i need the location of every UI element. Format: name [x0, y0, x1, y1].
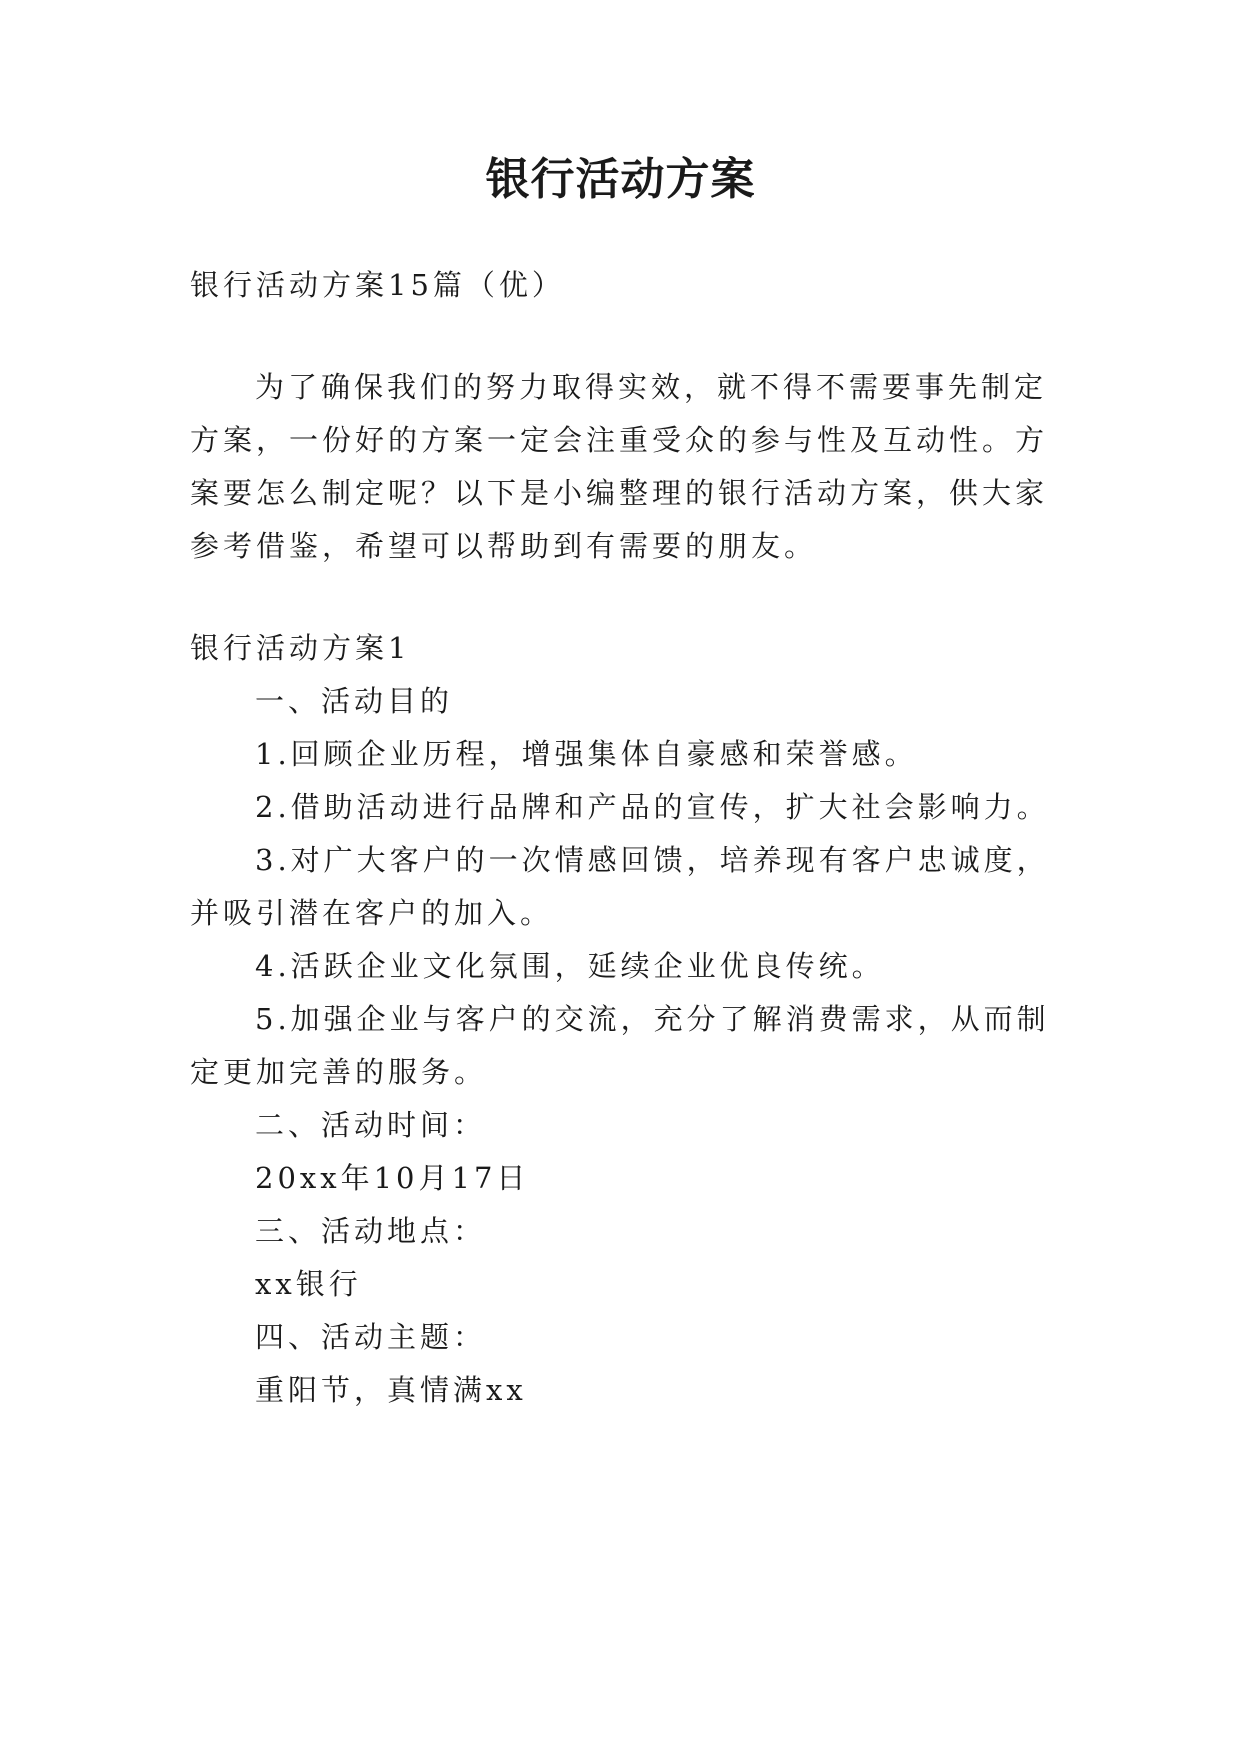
body-line-7: 5.加强企业与客户的交流，充分了解消费需求，从而制: [255, 1002, 1050, 1036]
body-line-5: 并吸引潜在客户的加入。: [190, 896, 554, 930]
document-subtitle: 银行活动方案15篇（优）: [190, 268, 565, 302]
body-line-14: 重阳节，真情满xx: [255, 1373, 527, 1407]
body-line-9: 二、活动时间：: [255, 1108, 487, 1142]
intro-line-4: 参考借鉴，希望可以帮助到有需要的朋友。: [190, 529, 818, 563]
section-heading: 银行活动方案1: [190, 631, 411, 665]
intro-line-3: 案要怎么制定呢？以下是小编整理的银行活动方案，供大家: [190, 476, 1049, 510]
body-line-1: 一、活动目的: [255, 684, 454, 718]
intro-line-2: 方案，一份好的方案一定会注重受众的参与性及互动性。方: [190, 423, 1049, 457]
body-line-2: 1.回顾企业历程，增强集体自豪感和荣誉感。: [255, 737, 918, 771]
body-line-3: 2.借助活动进行品牌和产品的宣传，扩大社会影响力。: [255, 790, 1050, 824]
body-line-4: 3.对广大客户的一次情感回馈，培养现有客户忠诚度，: [255, 843, 1050, 877]
body-line-6: 4.活跃企业文化氛围，延续企业优良传统。: [255, 949, 885, 983]
document-title: 银行活动方案: [485, 154, 756, 205]
body-line-12: xx银行: [255, 1267, 362, 1301]
intro-line-1: 为了确保我们的努力取得实效，就不得不需要事先制定: [255, 370, 1048, 404]
body-line-8: 定更加完善的服务。: [190, 1055, 488, 1089]
body-line-11: 三、活动地点：: [255, 1214, 487, 1248]
body-line-13: 四、活动主题：: [255, 1320, 487, 1354]
body-line-10: 20xx年10月17日: [255, 1161, 530, 1195]
